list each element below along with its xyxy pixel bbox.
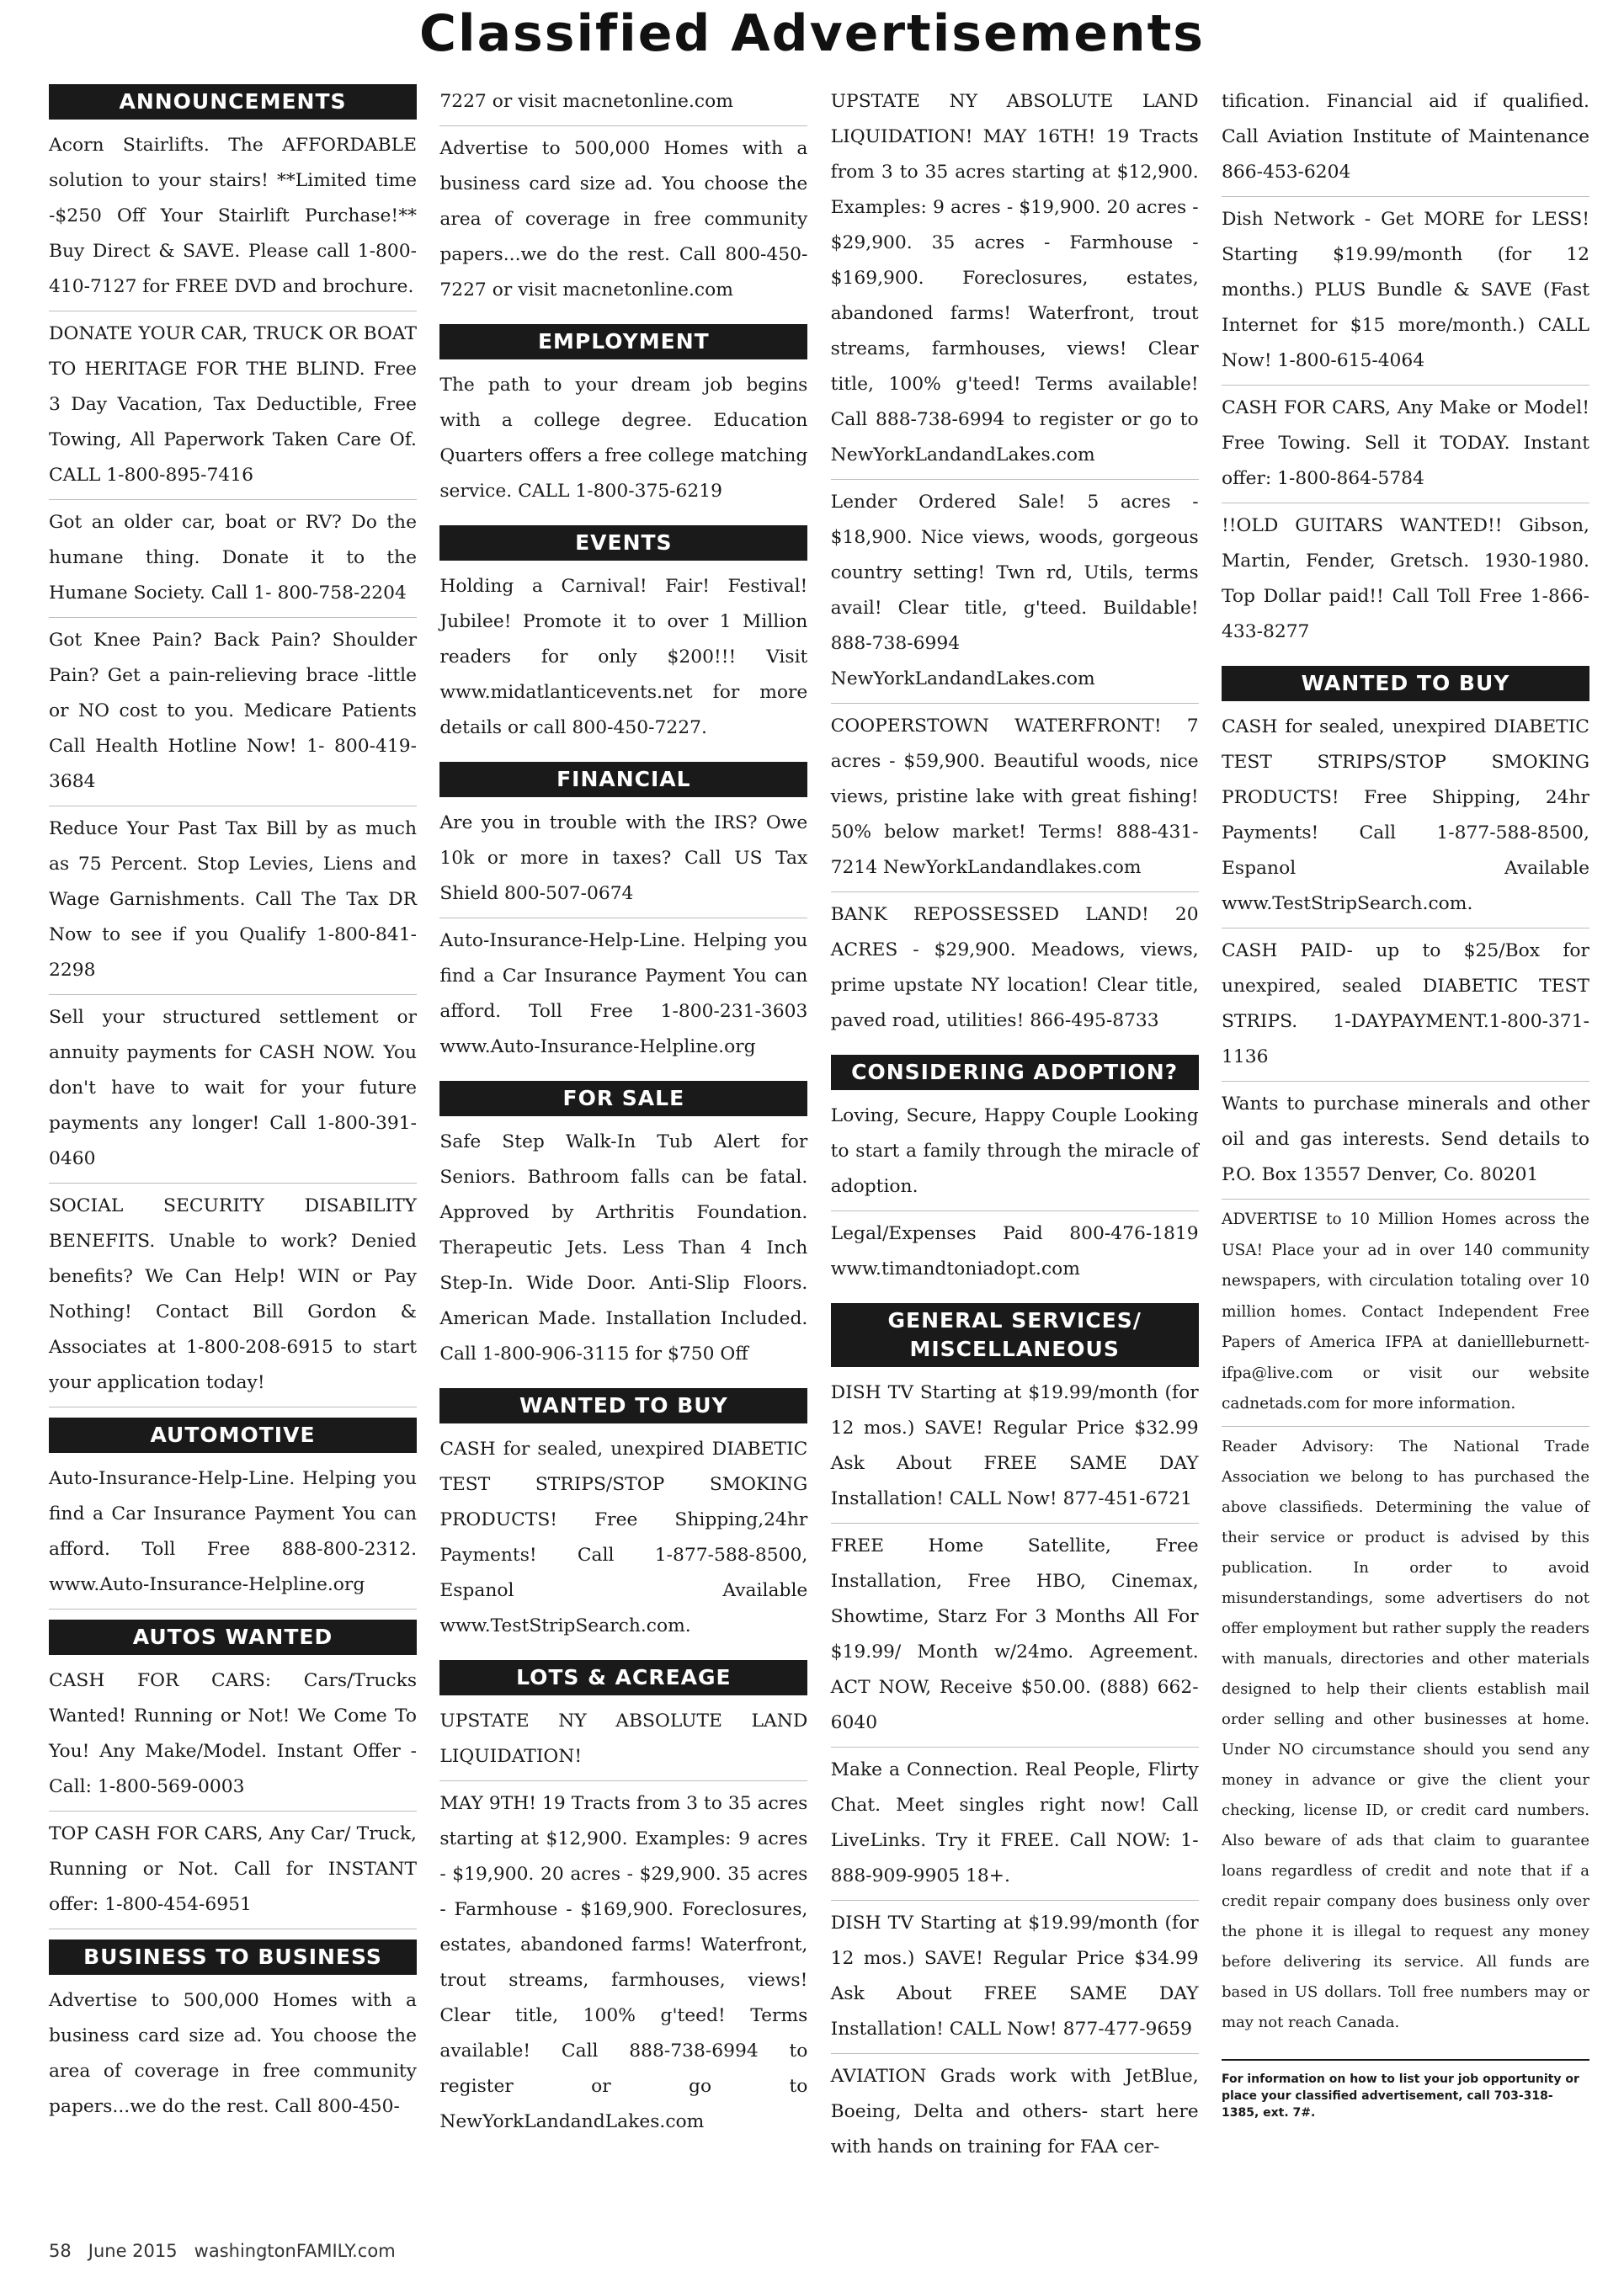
section-heading: EMPLOYMENT <box>439 324 807 359</box>
page-number: 58 <box>49 2241 72 2261</box>
section-heading: FINANCIAL <box>439 762 807 797</box>
page-title: Classified Advertisements <box>418 4 1206 63</box>
placement-notice: For information on how to list your job opportunity or place your classified advertisement, call 703-318-1385, ext. 7#. <box>1222 2059 1589 2127</box>
classified-ad: Sell your structured settlement or annuity payments for CASH NOW. You don't have to wait for your future payments any longer! Call 1-800-391-0460 <box>49 1000 417 1184</box>
section-heading: AUTOMOTIVE <box>49 1418 417 1453</box>
classified-ad: Lender Ordered Sale! 5 acres - $18,900. Nice views, woods, gorgeous country setting! Twn rd, Utils, terms avail! Clear title, g'teed. Buildable! 888-738-6994 NewYorkLandandLakes.com <box>831 485 1199 704</box>
classified-ad: TOP CASH FOR CARS, Any Car/ Truck, Running or Not. Call for INSTANT offer: 1-800-454-6951 <box>49 1817 417 1929</box>
column-4 <box>1222 84 1589 2222</box>
classified-ad: The path to your dream job begins with a college degree. Education Quarters offers a free college matching service. CALL 1-800-375-6219 <box>439 375 808 502</box>
classified-ad: CASH PAID- up to $25/Box for unexpired, sealed DIABETIC TEST STRIPS. 1-DAYPAYMENT.1-800-371-1136 <box>1222 934 1589 1082</box>
classified-ad: UPSTATE NY ABSOLUTE LAND LIQUIDATION! MAY 16TH! 19 Tracts from 3 to 35 acres starting at $12,900. Examples: 9 acres - $19,900. 20 acres - $29,900. 35 acres - Farmhouse - $169,900. Foreclosures, estates, abandoned farms! Waterfront, trout streams, farmhouses, views! Clear title, 100% g'teed! Terms available! Call 888-738-6994 to register or go to NewYorkLandandLakes.com <box>831 84 1199 480</box>
classified-ad: Safe Step Walk-In Tub Alert for Seniors. Bathroom falls can be fatal. Approved by Arthritis Foundation. Therapeutic Jets. Less Than 4 Inch Step-In. Wide Door. Anti-Slip Floors. American Made. Installation Included. Call 1-800-906-3115 for $750 Off <box>439 1131 808 1365</box>
column-2 <box>439 84 807 2222</box>
section-heading: WANTED TO BUY <box>439 1388 807 1423</box>
classified-ad: Acorn Stairlifts. The AFFORDABLE solution to your stairs! **Limited time -$250 Off Your Stairlift Purchase!** Buy Direct & SAVE. Please call 1-800-410-7127 for FREE DVD and brochure. <box>49 128 417 311</box>
classified-ad: DISH TV Starting at $19.99/month (for 12 mos.) SAVE! Regular Price $32.99 Ask About FREE SAME DAY Installation! CALL Now! 877-451-6721 <box>831 1375 1199 1524</box>
section-heading: GENERAL SERVICES/ MISCELLANEOUS <box>831 1303 1199 1367</box>
classified-ad: SOCIAL SECURITY DISABILITY BENEFITS. Unable to work? Denied benefits? We Can Help! WIN or Pay Nothing! Contact Bill Gordon & Associates at 1-800-208-6915 to start your application today! <box>49 1189 417 1407</box>
classified-ad: Wants to purchase minerals and other oil and gas interests. Send details to P.O. Box 13557 Denver, Co. 80201 <box>1222 1087 1589 1200</box>
publication-name: washingtonFAMILY.com <box>194 2241 396 2261</box>
section-heading: LOTS & ACREAGE <box>439 1660 807 1695</box>
column-1 <box>49 84 417 2222</box>
classified-ad: Dish Network - Get MORE for LESS! Starting $19.99/month (for 12 months.) PLUS Bundle & SAVE (Fast Internet for $15 more/month.) CALL Now! 1-800-615-4064 <box>1222 202 1589 386</box>
classified-ad: FREE Home Satellite, Free Installation, Free HBO, Cinemax, Showtime, Starz For 3 Months All For $19.99/ Month w/24mo. Agreement. ACT NOW, Receive $50.00. (888) 662-6040 <box>831 1529 1199 1748</box>
section-heading: FOR SALE <box>439 1081 807 1116</box>
classified-ad: Advertise to 500,000 Homes with a business card size ad. You choose the area of coverage in free community papers...we do the rest. Call 800-450-7227 or visit macnetonline.com <box>439 138 808 301</box>
section-heading: CONSIDERING ADOPTION? <box>831 1055 1199 1090</box>
classified-ad: Reader Advisory: The National Trade Association we belong to has purchased the above classifieds. Determining the value of their service or product is advised by this publication. In order to avoid misunderstandings, some advertisers do not offer employment but rather supply the readers with manuals, directories and other materials designed to help their clients establish mail order selling and other businesses at home. Under NO circumstance should you send any money in advance or give the client your checking, license ID, or credit card numbers. Also beware of ads that claim to guarantee loans regardless of credit and note that if a credit repair company does business only over the phone it is illegal to request any money before delivering its service. All funds are based in US dollars. Toll free numbers may or may not reach Canada. <box>1221 1437 1589 2031</box>
classified-ad: Legal/Expenses Paid 800-476-1819 www.timandtoniadopt.com <box>830 1223 1199 1280</box>
classified-ad: CASH for sealed, unexpired DIABETIC TEST STRIPS/STOP SMOKING PRODUCTS! Free Shipping, 24hr Payments! Call 1-877-588-8500, Espanol Available www.TestStripSearch.com. <box>1222 710 1589 929</box>
classified-ad: Got an older car, boat or RV? Do the humane thing. Donate it to the Humane Society. Call 1- 800-758-2204 <box>49 505 417 618</box>
classified-ad: Got Knee Pain? Back Pain? Shoulder Pain? Get a pain-relieving brace -little or NO cost to you. Medicare Patients Call Health Hotline Now! 1- 800-419-3684 <box>49 623 417 806</box>
classified-ad: !!OLD GUITARS WANTED!! Gibson, Martin, Fender, Gretsch. 1930-1980. Top Dollar paid!! Call Toll Free 1-866-433-8277 <box>1221 515 1589 642</box>
classified-columns <box>49 84 1589 2222</box>
classified-ad: ADVERTISE to 10 Million Homes across the USA! Place your ad in over 140 community newspapers, with circulation totaling over 10 million homes. Contact Independent Free Papers of America IFPA at daniellleburnett-ifpa@live.com or visit our website cadnetads.com for more information. <box>1222 1205 1589 1427</box>
classified-ad: tification. Financial aid if qualified. Call Aviation Institute of Maintenance 866-453-6204 <box>1222 84 1589 197</box>
section-heading: BUSINESS TO BUSINESS <box>49 1939 417 1975</box>
classified-ad: CASH FOR CARS, Any Make or Model! Free Towing. Sell it TODAY. Instant offer: 1-800-864-5784 <box>1222 391 1589 503</box>
classified-ad: Auto-Insurance-Help-Line. Helping you find a Car Insurance Payment You can afford. Toll Free 1-800-231-3603 www.Auto-Insurance-Helpline.org <box>439 930 808 1057</box>
section-heading: EVENTS <box>439 525 807 561</box>
classified-ad: COOPERSTOWN WATERFRONT! 7 acres - $59,900. Beautiful woods, nice views, pristine lake with great fishing! 50% below market! Terms! 888-431-7214 NewYorkLandandlakes.com <box>831 709 1199 892</box>
page-footer <box>49 2241 396 2261</box>
classified-ad: Holding a Carnival! Fair! Festival! Jubilee! Promote it to over 1 Million readers for only $200!!! Visit www.midatlanticevents.net for more details or call 800-450-7227. <box>439 576 808 738</box>
classified-ad: UPSTATE NY ABSOLUTE LAND LIQUIDATION! <box>439 1704 807 1781</box>
classified-ad: Make a Connection. Real People, Flirty Chat. Meet singles right now! Call LiveLinks. Try it FREE. Call NOW: 1-888-909-9905 18+. <box>831 1753 1199 1901</box>
classified-ad: BANK REPOSSESSED LAND! 20 ACRES - $29,900. Meadows, views, prime upstate NY location! Clear title, paved road, utilities! 866-495-8733 <box>830 904 1199 1031</box>
classified-ad: DONATE YOUR CAR, TRUCK OR BOAT TO HERITAGE FOR THE BLIND. Free 3 Day Vacation, Tax Deductible, Free Towing, All Paperwork Taken Care Of. CALL 1-800-895-7416 <box>49 317 417 500</box>
classified-ad: 7227 or visit macnetonline.com <box>439 84 807 126</box>
classified-ad: Reduce Your Past Tax Bill by as much as 75 Percent. Stop Levies, Liens and Wage Garnishments. Call The Tax DR Now to see if you Qualify 1-800-841-2298 <box>49 811 417 995</box>
classified-ad: Are you in trouble with the IRS? Owe 10k or more in taxes? Call US Tax Shield 800-507-0674 <box>439 806 807 918</box>
classified-ad: CASH FOR CARS: Cars/Trucks Wanted! Running or Not! We Come To You! Any Make/Model. Instant Offer - Call: 1-800-569-0003 <box>49 1663 417 1812</box>
classified-ad: Advertise to 500,000 Homes with a business card size ad. You choose the area of coverage in free community papers...we do the rest. Call 800-450- <box>49 1990 417 2117</box>
section-heading: ANNOUNCEMENTS <box>49 84 417 120</box>
classified-ad: MAY 9TH! 19 Tracts from 3 to 35 acres starting at $12,900. Examples: 9 acres - $19,900. 20 acres - $29,900. 35 acres - Farmhouse - $169,900. Foreclosures, estates, abandoned farms! Waterfront, trout streams, farmhouses, views! Clear title, 100% g'teed! Terms available! Call 888-738-6994 to register or go to NewYorkLandandLakes.com <box>439 1793 808 2132</box>
classified-ad: CASH for sealed, unexpired DIABETIC TEST STRIPS/STOP SMOKING PRODUCTS! Free Shipping,24hr Payments! Call 1-877-588-8500, Espanol Available www.TestStripSearch.com. <box>439 1439 808 1636</box>
column-3 <box>831 84 1199 2222</box>
section-heading: WANTED TO BUY <box>1222 666 1589 701</box>
issue-date: June 2015 <box>88 2241 178 2261</box>
section-heading: AUTOS WANTED <box>49 1620 417 1655</box>
classified-ad: Auto-Insurance-Help-Line. Helping you find a Car Insurance Payment You can afford. Toll Free 888-800-2312. www.Auto-Insurance-Helpline.org <box>49 1461 417 1610</box>
classified-ad: Loving, Secure, Happy Couple Looking to start a family through the miracle of adoption. <box>831 1099 1199 1211</box>
classified-ad: DISH TV Starting at $19.99/month (for 12 mos.) SAVE! Regular Price $34.99 Ask About FREE SAME DAY Installation! CALL Now! 877-477-9659 <box>831 1906 1199 2054</box>
classified-ad: AVIATION Grads work with JetBlue, Boeing, Delta and others- start here with hands on training for FAA cer- <box>830 2066 1199 2158</box>
